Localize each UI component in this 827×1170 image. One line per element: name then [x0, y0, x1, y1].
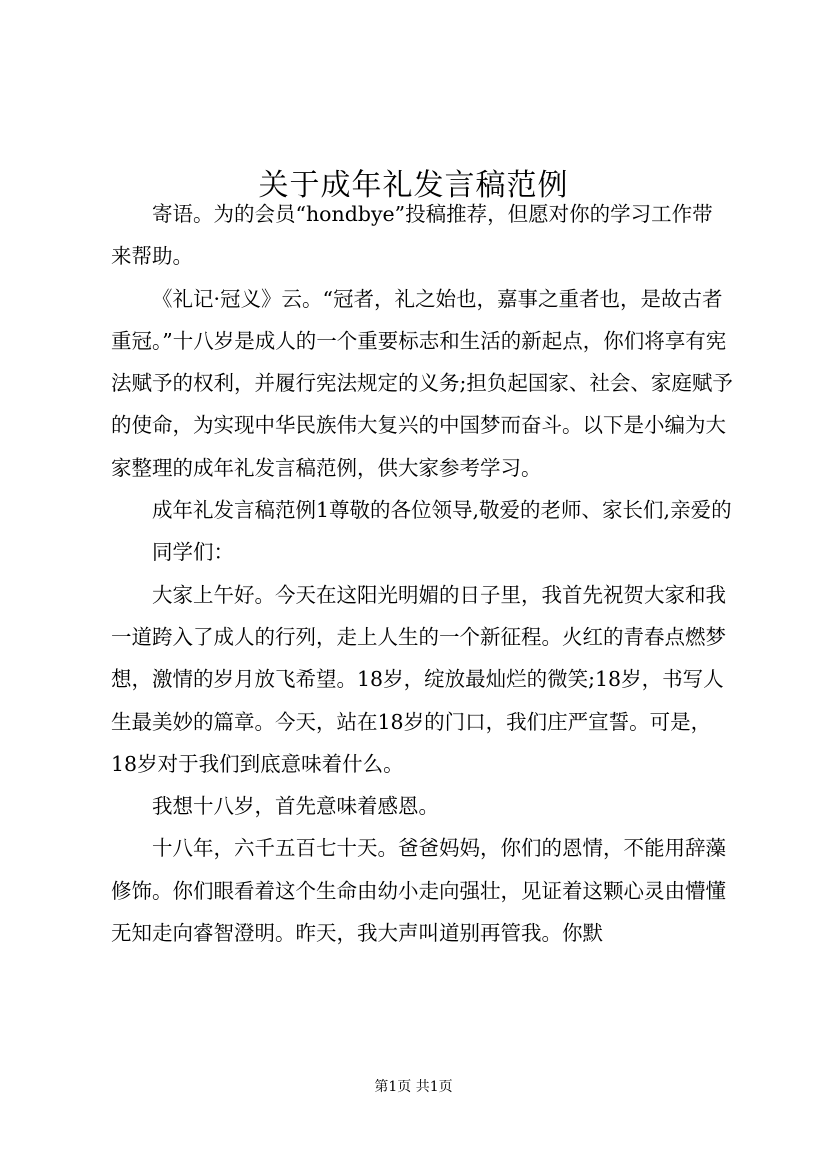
page-footer: 第1页 共1页: [374, 1079, 453, 1095]
paragraph-intro: 寄语。为的会员“hondbye”投稿推荐，但愿对你的学习工作带来帮助。: [111, 202, 713, 269]
paragraph-liji: 《礼记·冠义》云。“冠者，礼之始也，嘉事之重者也，是故古者重冠。”十八岁是成人的一个重要标志和生活的新起点，你们将享有宪法赋予的权利，并履行宪法规定的义务;担负起国家、社会、家庭赋予的使命，为实现中华民族伟大复兴的中国梦而奋斗。以下是小编为大家整理的成年礼发言稿范例，供大家参考学习。: [111, 286, 733, 480]
paragraph-salutation: 同学们：: [152, 540, 234, 565]
paragraph-speech-heading: 成年礼发言稿范例1尊敬的各位领导,敬爱的老师、家长们,亲爱的: [152, 498, 732, 523]
paragraph-gratitude: 我想十八岁，首先意味着感恩。: [152, 794, 439, 819]
paragraph-parents: 十八年，六千五百七十天。爸爸妈妈，你们的恩情，不能用辞藻修饰。你们眼看着这个生命由幼小走向强壮，见证着这颗心灵由懵懂无知走向睿智澄明。昨天，我大声叫道别再管我。你默: [111, 836, 726, 946]
paragraph-greeting: 大家上午好。今天在这阳光明媚的日子里，我首先祝贺大家和我一道跨入了成人的行列，走上人生的一个新征程。火红的青春点燃梦想，激情的岁月放飞希望。18岁，绽放最灿烂的微笑;18岁，书写人生最美妙的篇章。今天，站在18岁的门口，我们庄严宣誓。可是，18岁对于我们到底意味着什么。: [111, 582, 726, 776]
document-body: [111, 193, 733, 954]
document-title: 关于成年礼发言稿范例: [258, 168, 569, 204]
